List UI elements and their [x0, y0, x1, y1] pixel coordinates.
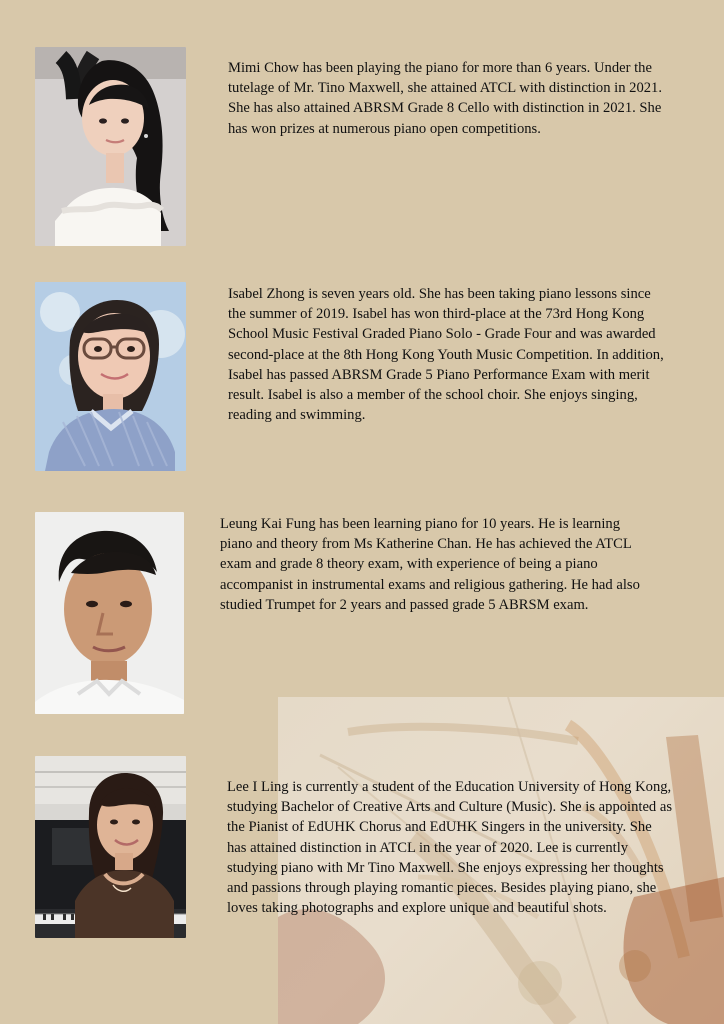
photo-mimi-chow	[35, 47, 186, 246]
bio-leung-kai-fung: Leung Kai Fung has been learning piano for 10 years. He is learning piano and theory from Ms Katherine Chan. He has achieved the ATCL exam and grade 8 theory exam, with experience of being a piano accompanist in instrumental exams and religious gathering. He had also studied Trumpet for 2 years and passed grade 5 ABRSM exam.	[220, 516, 640, 613]
photo-isabel-zhong	[35, 282, 186, 471]
bio-isabel-zhong: Isabel Zhong is seven years old. She has been taking piano lessons since the summer of 2019. Isabel has won third-place at the 73rd Hong Kong School Music Festival Graded Piano Solo - Grade Four and was awarded second-place at the 8th Hong Kong Youth Music Competition. In addition, Isabel has passed ABRSM Grade 5 Piano Performance Exam with merit result. Isabel is also a member of the school choir. She enjoys singing, reading and swimming.	[228, 286, 664, 424]
bio-lee-i-ling: Lee I Ling is currently a student of the Education University of Hong Kong, studying Bachelor of Creative Arts and Culture (Music). She is appointed as the Pianist of EdUHK Chorus and EdUHK Singers in the university. She has attained distinction in ATCL in the year of 2020. Lee is currently studying piano with Mr Tino Maxwell. She enjoys expressing her thoughts and passions through playing romantic pieces. Besides playing piano, she loves taking photographs and explore unique and beautiful shots.	[227, 779, 673, 917]
photo-lee-i-ling	[35, 756, 186, 938]
photo-leung-kai-fung	[35, 512, 184, 714]
bio-mimi-chow: Mimi Chow has been playing the piano for more than 6 years. Under the tutelage of Mr. Tino Maxwell, she attained ATCL with distinction in 2021. She has also attained ABRSM Grade 8 Cello with distinction in 2021. She has won prizes at numerous piano open competitions.	[228, 60, 662, 137]
